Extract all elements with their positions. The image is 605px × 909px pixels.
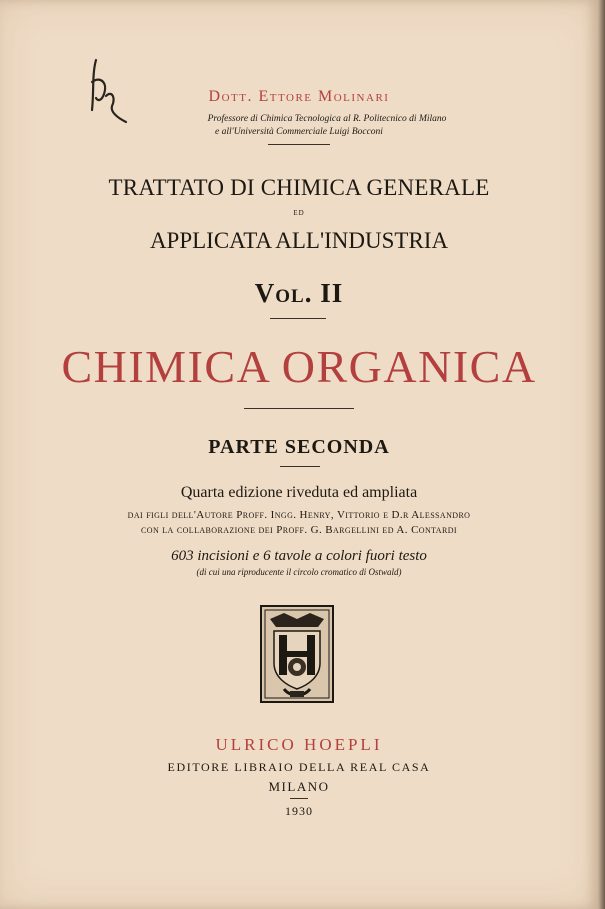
- main-title-rule: [244, 408, 354, 409]
- editors-line-1: dai figli dell'Autore Proff. Ingg. Henry, Vittorio e D.r Alessandro: [127, 509, 471, 521]
- title-line-2: APPLICATA ALL'INDUSTRIA: [149, 228, 449, 253]
- page-edge: [598, 0, 605, 909]
- city-rule: [290, 798, 308, 799]
- publisher-description: EDITORE LIBRAIO DELLA REAL CASA: [167, 760, 431, 774]
- illustrations-statement: 603 incisioni e 6 tavole a colori fuori testo: [171, 548, 427, 564]
- publication-city: MILANO: [268, 779, 330, 794]
- publisher-name: ULRICO HOEPLI: [215, 735, 383, 754]
- part-rule: [280, 466, 320, 467]
- part-title: PARTE SECONDA: [208, 436, 390, 458]
- affiliation-line-1: Professore di Chimica Tecnologica al R. Politecnico di Milano: [207, 114, 447, 124]
- title-line-1: TRATTATO DI CHIMICA GENERALE: [108, 175, 490, 200]
- volume-rule: [270, 318, 326, 319]
- author-rule: [268, 144, 330, 145]
- illustrations-note: (di cui una riproducente il circolo cromatico di Ostwald): [196, 567, 402, 577]
- edition-statement: Quarta edizione riveduta ed ampliata: [180, 484, 418, 501]
- title-conjunction: ED: [293, 209, 305, 217]
- volume-number: Vol. II: [254, 278, 344, 308]
- author-name: Dott. Ettore Molinari: [208, 88, 390, 105]
- editors-line-2: con la collaborazione dei Proff. G. Bargellini ed A. Contardi: [141, 524, 457, 536]
- main-title: CHIMICA ORGANICA: [61, 341, 537, 392]
- affiliation-line-2: e all'Università Commerciale Luigi Bocconi: [215, 127, 383, 137]
- publication-year: 1930: [285, 804, 313, 818]
- publisher-device-icon: [260, 605, 334, 703]
